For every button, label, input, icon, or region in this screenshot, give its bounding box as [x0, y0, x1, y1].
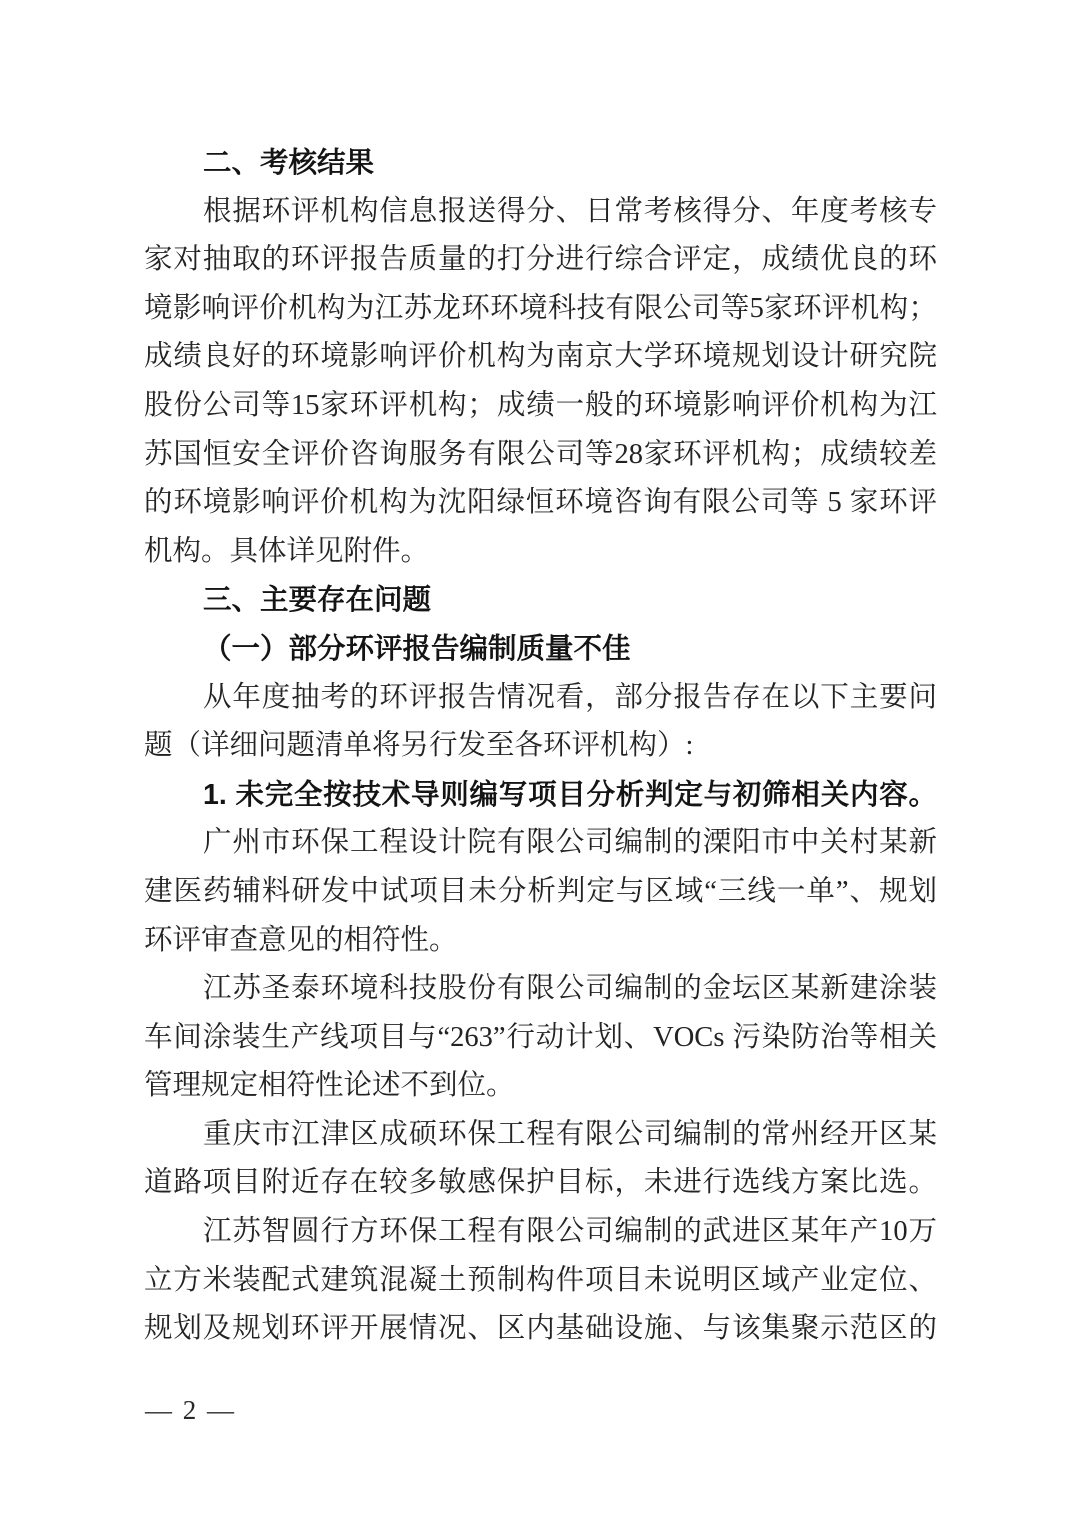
body-line: 车间涂装生产线项目与“263”行动计划、VOCs 污染防治等相关 [144, 1021, 937, 1053]
section-heading-2: 二、考核结果 [203, 147, 375, 179]
item-heading-1: 1. 未完全按技术导则编写项目分析判定与初筛相关内容。 [203, 778, 937, 811]
body-line: 道路项目附近存在较多敏感保护目标，未进行选线方案比选。 [144, 1167, 937, 1199]
body-line: 成绩良好的环境影响评价机构为南京大学环境规划设计研究院 [144, 341, 937, 373]
body-line: 江苏圣泰环境科技股份有限公司编制的金坛区某新建涂装 [203, 973, 937, 1005]
body-line: 从年度抽考的环评报告情况看，部分报告存在以下主要问 [203, 681, 937, 713]
body-line: 规划及规划环评开展情况、区内基础设施、与该集聚示范区的 [144, 1313, 937, 1345]
body-line: 根据环评机构信息报送得分、日常考核得分、年度考核专 [203, 195, 937, 227]
body-line: 的环境影响评价机构为沈阳绿恒环境咨询有限公司等 5 家环评 [144, 487, 937, 519]
body-line: 环评审查意见的相符性。 [144, 924, 458, 956]
body-line: 境影响评价机构为江苏龙环环境科技有限公司等5家环评机构； [144, 292, 937, 324]
body-line: 江苏智圆行方环保工程有限公司编制的武进区某年产10万 [203, 1216, 937, 1248]
body-line: 重庆市江津区成硕环保工程有限公司编制的常州经开区某 [203, 1118, 937, 1150]
document-body [144, 139, 937, 1354]
body-line: 机构。具体详见附件。 [144, 535, 430, 567]
body-line: 家对抽取的环评报告质量的打分进行综合评定，成绩优良的环 [144, 244, 937, 276]
body-line: 题（详细问题清单将另行发至各环评机构）: [144, 730, 694, 762]
body-line: 广州市环保工程设计院有限公司编制的溧阳市中关村某新 [203, 827, 937, 859]
subsection-heading-1: （一）部分环评报告编制质量不佳 [203, 632, 631, 665]
body-line: 苏国恒安全评价咨询服务有限公司等28家环评机构；成绩较差 [144, 438, 937, 470]
body-line: 建医药辅料研发中试项目未分析判定与区域“三线一单”、规划 [144, 875, 937, 907]
page-number: — 2 — [145, 1395, 236, 1425]
section-heading-3: 三、主要存在问题 [203, 584, 432, 617]
body-line: 立方米装配式建筑混凝土预制构件项目未说明区域产业定位、 [144, 1264, 937, 1296]
body-line: 股份公司等15家环评机构；成绩一般的环境影响评价机构为江 [144, 389, 937, 421]
body-line: 管理规定相符性论述不到位。 [144, 1070, 515, 1102]
